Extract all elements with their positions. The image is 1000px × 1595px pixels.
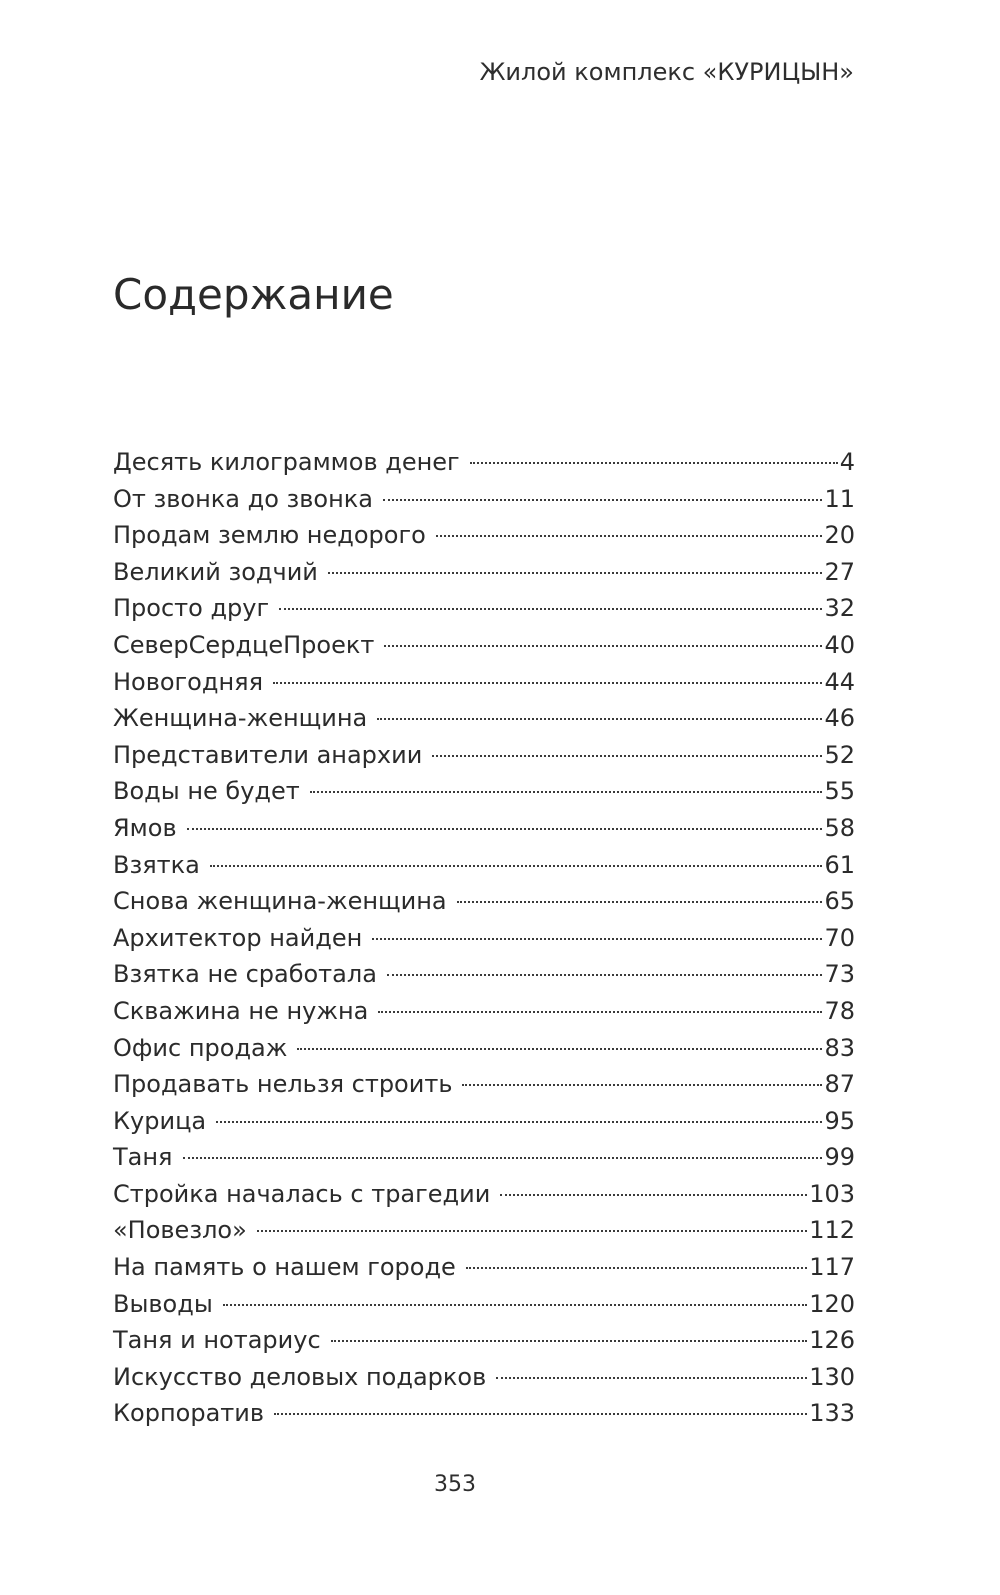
toc-entry-page: 20 <box>824 521 855 550</box>
toc-entry[interactable] <box>113 444 855 481</box>
dot-leader <box>331 1340 808 1342</box>
toc-entry-page: 55 <box>824 777 855 806</box>
toc-entry-title: На память о нашем городе <box>113 1253 456 1282</box>
toc-entry-page: 83 <box>824 1033 855 1062</box>
toc-entry-page: 117 <box>809 1253 855 1282</box>
dot-leader <box>466 1267 807 1269</box>
toc-entry-page: 130 <box>809 1362 855 1391</box>
toc-entry[interactable] <box>113 700 855 737</box>
toc-entry[interactable] <box>113 1322 855 1359</box>
dot-leader <box>457 901 823 903</box>
toc-entry[interactable] <box>113 737 855 774</box>
page-number: 353 <box>434 1472 476 1497</box>
dot-leader <box>279 608 822 610</box>
toc-entry-page: 87 <box>824 1070 855 1099</box>
toc-entry-page: 44 <box>824 667 855 696</box>
dot-leader <box>274 1413 807 1415</box>
toc-entry-page: 40 <box>824 630 855 659</box>
dot-leader <box>187 828 823 830</box>
dot-leader <box>183 1157 823 1159</box>
toc-entry-title: Скважина не нужна <box>113 996 369 1025</box>
dot-leader <box>297 1048 822 1050</box>
dot-leader <box>257 1230 807 1232</box>
toc-entry[interactable] <box>113 481 855 518</box>
toc-entry-page: 4 <box>839 448 855 476</box>
toc-list <box>113 444 855 1432</box>
toc-entry[interactable] <box>113 1286 855 1323</box>
toc-entry[interactable] <box>113 517 855 554</box>
toc-entry-title: Корпоратив <box>113 1399 264 1428</box>
toc-entry-page: 32 <box>824 594 855 623</box>
dot-leader <box>223 1304 807 1306</box>
toc-entry[interactable] <box>113 554 855 591</box>
toc-entry-page: 58 <box>824 813 855 842</box>
toc-entry-title: От звонка до звонка <box>113 484 374 513</box>
toc-entry[interactable] <box>113 1066 855 1103</box>
toc-entry[interactable] <box>113 773 855 810</box>
toc-entry-title: Продам землю недорого <box>113 521 426 550</box>
toc-entry-page: 65 <box>824 887 855 916</box>
toc-entry[interactable] <box>113 810 855 847</box>
dot-leader <box>216 1121 822 1123</box>
toc-entry-page: 112 <box>809 1216 855 1245</box>
dot-leader <box>372 938 822 940</box>
toc-entry-page: 95 <box>824 1106 855 1135</box>
toc-entry-page: 103 <box>809 1179 855 1208</box>
toc-entry-title: Просто друг <box>113 594 270 623</box>
toc-entry-page: 133 <box>809 1399 855 1428</box>
toc-entry[interactable] <box>113 956 855 993</box>
running-header: Жилой комплекс «КУРИЦЫН» <box>479 58 854 86</box>
toc-entry[interactable] <box>113 1176 855 1213</box>
toc-entry-title: Новогодняя <box>113 667 264 696</box>
toc-entry-title: Продавать нельзя строить <box>113 1070 453 1099</box>
dot-leader <box>273 682 822 684</box>
toc-entry-page: 126 <box>809 1326 855 1355</box>
dot-leader <box>384 645 822 647</box>
toc-entry-title: «Повезло» <box>113 1216 247 1245</box>
toc-entry-title: Архитектор найден <box>113 923 363 952</box>
toc-entry-title: Взятка не сработала <box>113 960 377 989</box>
toc-entry-page: 61 <box>824 850 855 879</box>
toc-entry-title: Великий зодчий <box>113 557 318 586</box>
toc-entry[interactable] <box>113 627 855 664</box>
dot-leader <box>436 535 823 537</box>
toc-entry-page: 52 <box>824 740 855 769</box>
toc-entry-title: Таня <box>113 1143 173 1172</box>
dot-leader <box>328 572 823 574</box>
toc-entry-page: 78 <box>824 996 855 1025</box>
toc-entry-title: Воды не будет <box>113 777 300 806</box>
toc-entry[interactable] <box>113 1395 855 1432</box>
toc-entry-page: 120 <box>809 1289 855 1318</box>
toc-entry[interactable] <box>113 1030 855 1067</box>
toc-entry-title: Представители анархии <box>113 740 423 769</box>
toc-entry-title: Таня и нотариус <box>113 1326 321 1355</box>
toc-entry-title: Женщина-женщина <box>113 704 368 733</box>
dot-leader <box>378 1011 822 1013</box>
toc-entry[interactable] <box>113 847 855 884</box>
toc-entry[interactable] <box>113 1249 855 1286</box>
toc-entry-page: 46 <box>824 704 855 733</box>
toc-entry[interactable] <box>113 883 855 920</box>
toc-entry-title: Снова женщина-женщина <box>113 887 447 916</box>
dot-leader <box>383 499 822 501</box>
dot-leader <box>470 462 838 464</box>
toc-entry-title: Стройка началась с трагедии <box>113 1179 491 1208</box>
toc-entry-page: 11 <box>824 484 855 513</box>
toc-entry-page: 73 <box>824 960 855 989</box>
toc-entry[interactable] <box>113 1103 855 1140</box>
toc-entry-title: Десять килограммов денег <box>113 448 460 476</box>
toc-entry[interactable] <box>113 590 855 627</box>
dot-leader <box>500 1194 807 1196</box>
toc-entry-page: 70 <box>824 923 855 952</box>
toc-entry-title: СеверСердцеПроект <box>113 630 375 659</box>
toc-entry-title: Взятка <box>113 850 200 879</box>
toc-entry[interactable] <box>113 920 855 957</box>
toc-entry-page: 99 <box>824 1143 855 1172</box>
toc-entry[interactable] <box>113 1212 855 1249</box>
dot-leader <box>462 1084 822 1086</box>
toc-entry-title: Выводы <box>113 1289 213 1318</box>
dot-leader <box>377 718 822 720</box>
toc-entry-title: Ямов <box>113 813 177 842</box>
toc-entry[interactable] <box>113 993 855 1030</box>
dot-leader <box>210 865 823 867</box>
toc-entry-page: 27 <box>824 557 855 586</box>
dot-leader <box>310 791 823 793</box>
dot-leader <box>496 1377 807 1379</box>
dot-leader <box>387 974 823 976</box>
toc-entry[interactable] <box>113 1359 855 1396</box>
dot-leader <box>432 755 822 757</box>
toc-entry-title: Курица <box>113 1106 207 1135</box>
toc-entry-title: Искусство деловых подарков <box>113 1362 487 1391</box>
toc-entry[interactable] <box>113 664 855 701</box>
toc-entry[interactable] <box>113 1139 855 1176</box>
toc-entry-title: Офис продаж <box>113 1033 288 1062</box>
toc-title: Содержание <box>113 270 394 319</box>
